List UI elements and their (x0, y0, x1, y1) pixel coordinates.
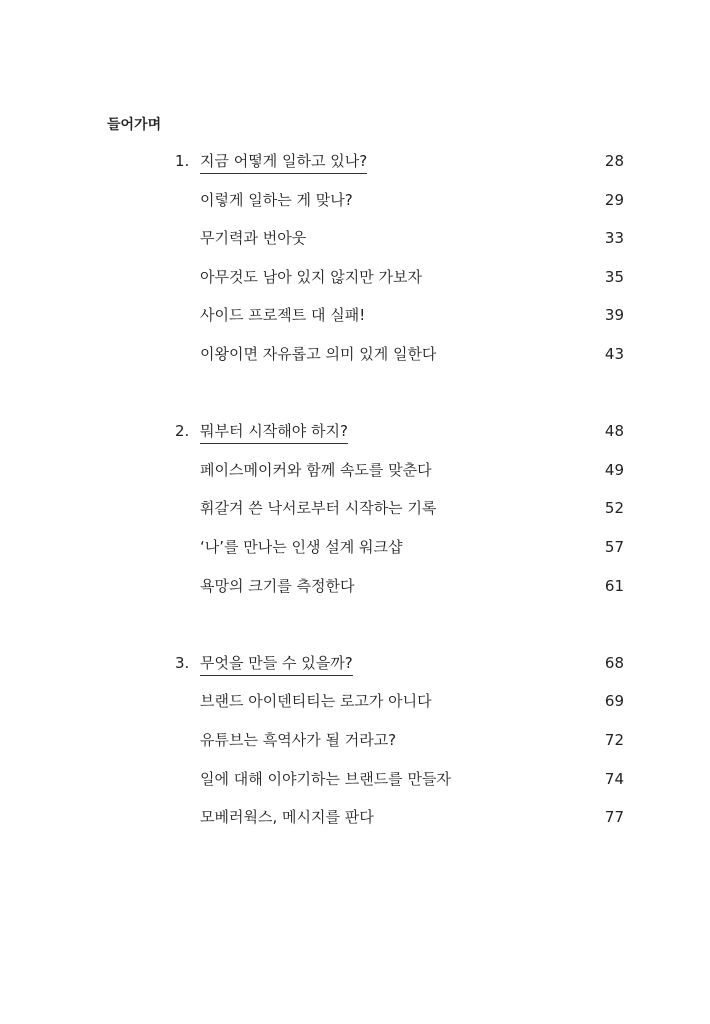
page-number: 61 (604, 576, 624, 595)
page-number: 33 (604, 229, 624, 248)
toc-entry[interactable] (172, 721, 624, 760)
toc-entry[interactable] (172, 760, 624, 799)
chapter-title (200, 142, 367, 181)
toc-entry[interactable] (172, 682, 624, 721)
entry-title: 이렇게 일하는 게 맞나? (200, 190, 353, 209)
page-number: 39 (604, 306, 624, 325)
entry-title: 페이스메이커와 함께 속도를 맞춘다 (200, 460, 432, 479)
toc-entry[interactable] (172, 219, 624, 258)
chapter-title-text: 뭐부터 시작해야 하지? (200, 422, 348, 444)
entry-title: ‘나’를 만나는 인생 설계 워크샵 (200, 537, 403, 556)
toc-entry[interactable] (172, 335, 624, 374)
page-number: 35 (604, 267, 624, 286)
page-number: 69 (604, 692, 624, 711)
table-of-contents (172, 142, 624, 875)
page-number: 74 (604, 769, 624, 788)
toc-entry[interactable] (172, 567, 624, 606)
entry-title: 일에 대해 이야기하는 브랜드를 만들자 (200, 769, 451, 788)
chapter-number: 1. (175, 152, 190, 170)
page-number: 29 (604, 190, 624, 209)
toc-entry[interactable] (172, 528, 624, 567)
entry-title: 이왕이면 자유롭고 의미 있게 일한다 (200, 344, 437, 363)
toc-entry[interactable] (172, 798, 624, 837)
chapter-heading-row[interactable] (172, 412, 624, 451)
toc-entry[interactable] (172, 296, 624, 335)
page-number: 57 (604, 537, 624, 556)
page-number: 48 (604, 422, 624, 441)
page-number: 77 (604, 808, 624, 827)
chapter-number: 3. (175, 653, 190, 672)
page-number: 72 (604, 730, 624, 749)
entry-title: 무기력과 번아웃 (200, 229, 307, 248)
chapter-title (200, 412, 348, 451)
entry-title: 욕망의 크기를 측정한다 (200, 576, 355, 595)
toc-entry[interactable] (172, 181, 624, 220)
entry-title: 사이드 프로젝트 대 실패! (200, 306, 366, 325)
entry-title: 아무것도 남아 있지 않지만 가보자 (200, 267, 422, 286)
toc-chapter-3 (172, 644, 624, 837)
toc-entry[interactable] (172, 451, 624, 490)
page-number: 43 (604, 344, 624, 363)
chapter-heading-row[interactable] (172, 644, 624, 683)
entry-title: 유튜브는 흑역사가 될 거라고? (200, 730, 397, 749)
page-number: 52 (604, 499, 624, 518)
chapter-title-text: 무엇을 만들 수 있을까? (200, 654, 353, 676)
page-number: 28 (604, 152, 624, 170)
chapter-heading-row[interactable] (172, 142, 624, 181)
entry-title: 휘갈겨 쓴 낙서로부터 시작하는 기록 (200, 499, 437, 518)
entry-title: 브랜드 아이덴티티는 로고가 아니다 (200, 692, 432, 711)
page-number: 68 (604, 653, 624, 672)
chapter-title-text: 지금 어떻게 일하고 있나? (200, 152, 367, 174)
chapter-title (200, 644, 353, 683)
toc-entry[interactable] (172, 489, 624, 528)
entry-title: 모베러웍스, 메시지를 판다 (200, 808, 374, 827)
toc-chapter-1 (172, 142, 624, 374)
page-number: 49 (604, 460, 624, 479)
chapter-number: 2. (175, 422, 190, 441)
toc-chapter-2 (172, 412, 624, 605)
toc-intro-heading[interactable]: 들어가며 (107, 117, 162, 133)
toc-entry[interactable] (172, 258, 624, 297)
